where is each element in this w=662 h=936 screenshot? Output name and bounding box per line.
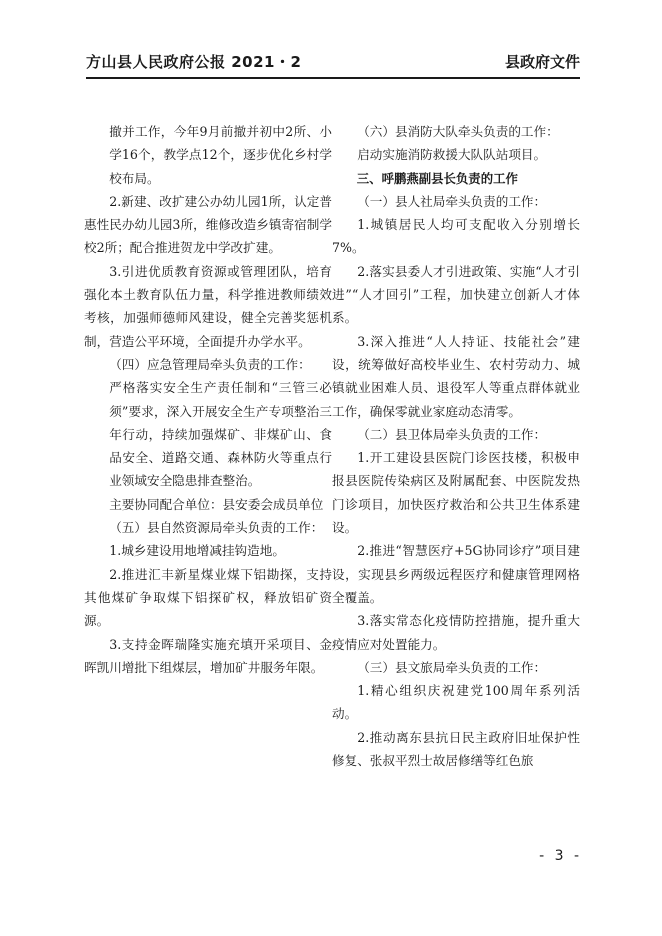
paragraph: 主要协同配合单位：县安委会成员单位 xyxy=(109,496,324,512)
paragraph: 1.开工建设县医院门诊医技楼，积极申报县医院传染病区及附属配套、中医院发热门诊项目，加快医疗救治和公共卫生体系建设。 xyxy=(332,450,580,536)
paragraph: 1.城乡建设用地增减挂钩造地。 xyxy=(109,543,285,559)
paragraph: 撤并工作，今年9月前撤并初中2所、小学16个，教学点12个，逐步优化乡村学校布局。 xyxy=(109,124,332,186)
paragraph: （二）县卫体局牵头负责的工作： xyxy=(357,426,547,442)
paragraph: （三）县文旅局牵头负责的工作： xyxy=(357,659,547,675)
page-header xyxy=(86,47,580,77)
paragraph: 2.推动离东县抗日民主政府旧址保护性修复、张叔平烈士故居修缮等红色旅 xyxy=(332,729,580,769)
paragraph: （五）县自然资源局牵头负责的工作： xyxy=(109,520,324,536)
publication-title: 方山县人民政府公报 2021・2 xyxy=(86,53,302,71)
paragraph: 2.落实县委人才引进政策、实施“人才引进”“人才回引”工程，加快建立创新人才体系。 xyxy=(332,263,580,326)
paragraph: 3.深入推进“人人持证、技能社会”建设，统筹做好高校毕业生、农村劳动力、城镇就业困难人员、退役军人等重点群体就业工作，确保零就业家庭动态清零。 xyxy=(332,333,580,419)
paragraph: 3.支持金晖瑞隆实施充填开采项目、金晖凯川增批下组煤层，增加矿井服务年限。 xyxy=(84,636,332,675)
paragraph: 严格落实安全生产责任制和“三管三必须”要求，深入开展安全生产专项整治三年行动，持续加强煤矿、非煤矿山、食品安全、道路交通、森林防火等重点行业领域安全隐患排查整治。 xyxy=(109,380,332,489)
paragraph: （六）县消防大队牵头负责的工作： xyxy=(357,124,559,139)
paragraph: 2.新建、改扩建公办幼儿园1所，认定普惠性民办幼儿园3所，维修改造乡镇寄宿制学校2所；配合推进贺龙中学改扩建。 xyxy=(84,193,332,256)
section-title: 县政府文件 xyxy=(504,53,580,71)
paragraph: 3.引进优质教育资源或管理团队，培育强化本土教育队伍力量，科学推进教师绩效考核，加强师德师风建设，健全完善奖惩机制，营造公平环境，全面提升办学水平。 xyxy=(84,263,332,349)
page-number: - 3 - xyxy=(539,848,582,864)
paragraph: 1.精心组织庆祝建党100周年系列活动。 xyxy=(332,683,580,722)
paragraph: 3.落实常态化疫情防控措施，提升重大疫情应对处置能力。 xyxy=(332,613,580,652)
paragraph: 2.推进“智慧医疗+5G协同诊疗”项目建设，实现县乡两级远程医疗和健康管理网格全覆盖。 xyxy=(332,543,580,605)
left-text-column xyxy=(84,120,332,679)
paragraph: 启动实施消防救援大队队站项目。 xyxy=(357,147,547,163)
right-text-column xyxy=(332,120,580,772)
paragraph: 三、呼鹏燕副县长负责的工作 xyxy=(356,170,518,186)
header-rule xyxy=(86,77,580,79)
paragraph: 2.推进汇丰新星煤业煤下铝勘探，支持其他煤矿争取煤下铝探矿权，释放铝矿资源。 xyxy=(84,566,332,629)
paragraph: （一）县人社局牵头负责的工作： xyxy=(357,193,547,209)
paragraph: （四）应急管理局牵头负责的工作： xyxy=(109,356,311,372)
paragraph: 1.城镇居民人均可支配收入分别增长7%。 xyxy=(332,217,580,256)
